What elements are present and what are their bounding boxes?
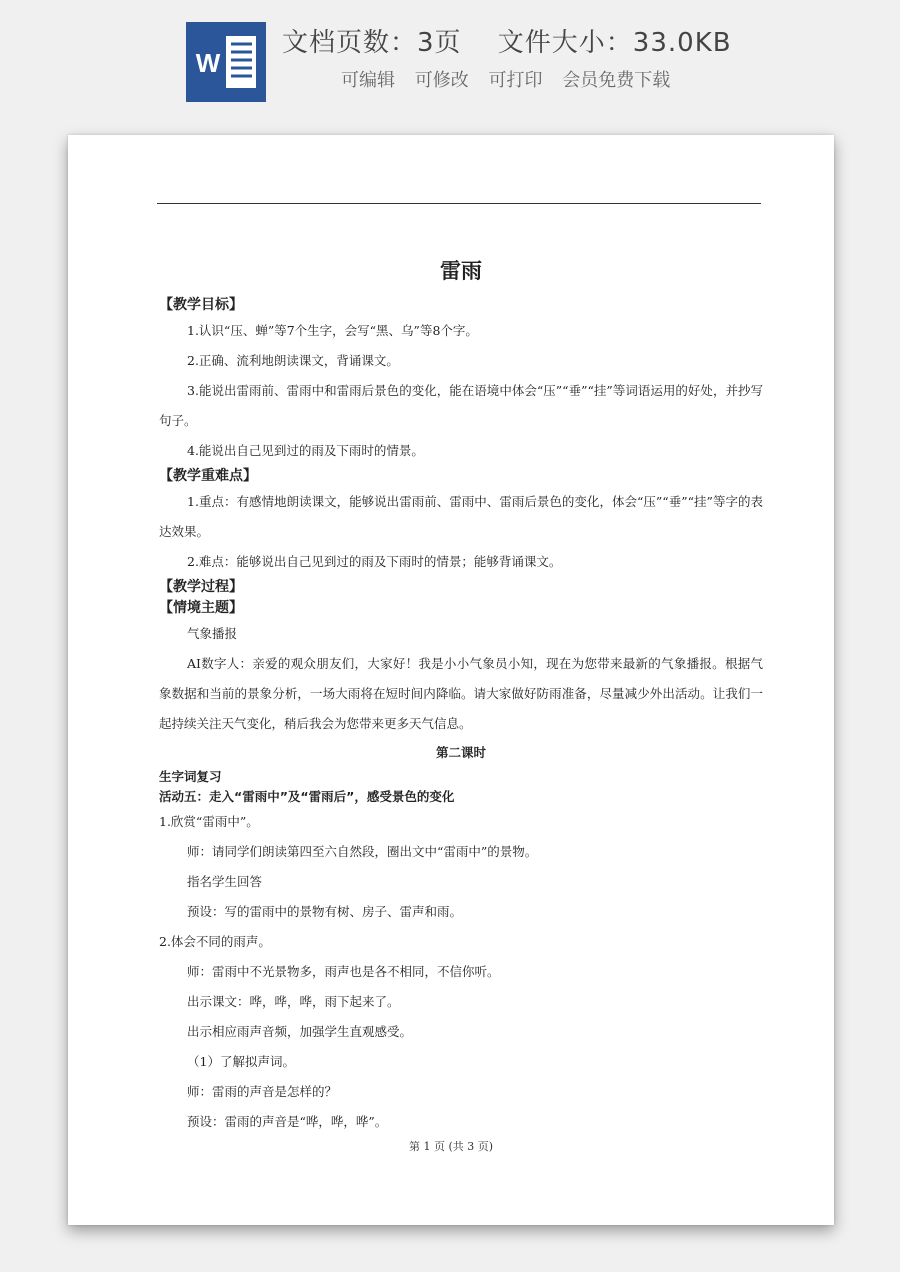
paragraph: 预设：写的雷雨中的景物有树、房子、雷声和雨。 xyxy=(187,904,463,919)
lesson-heading: 第二课时 xyxy=(435,745,486,760)
section-heading-key: 【教学重难点】 xyxy=(159,468,257,484)
download-header xyxy=(0,0,900,120)
document-page xyxy=(68,135,834,1225)
paragraph: 4.能说出自己见到过的雨及下雨时的情景。 xyxy=(187,443,424,458)
section-heading-theme: 【情境主题】 xyxy=(159,600,243,616)
feature-editable: 可编辑 xyxy=(341,70,395,91)
paragraph: 2.难点：能够说出自己见到过的雨及下雨时的情景；能够背诵课文。 xyxy=(187,554,562,569)
paragraph: 师：雷雨的声音是怎样的？ xyxy=(187,1084,338,1099)
paragraph: 1.认识“压、蝉”等7个生字，会写“黑、乌”等8个字。 xyxy=(187,323,478,338)
feature-list xyxy=(341,66,680,92)
list-item: 1.欣赏“雷雨中”。 xyxy=(159,814,259,829)
document-title: 雷雨 xyxy=(440,259,482,283)
paragraph: AI数字人：亲爱的观众朋友们，大家好！我是小小气象员小知，现在为您带来最新的气象播报。根据气象数据和当前的景象分析，一场大雨将在短时间内降临。请大家做好防雨准备，尽量减少外出活动。让我们一起持续关注天气变化，稍后我会为您带来更多天气信息。 xyxy=(159,656,763,731)
word-doc-icon xyxy=(186,22,266,102)
paragraph: 指名学生回答 xyxy=(187,874,263,889)
review-heading: 生字词复习 xyxy=(159,769,222,784)
paragraph: 预设：雷雨的声音是“哗，哗，哗”。 xyxy=(187,1114,388,1129)
header-rule xyxy=(157,203,761,204)
paragraph: 师：请同学们朗读第四至六自然段，圈出文中“雷雨中”的景物。 xyxy=(187,844,538,859)
paragraph: 3.能说出雷雨前、雷雨中和雷雨后景色的变化，能在语境中体会“压”“垂”“挂”等词语运用的好处，并抄写句子。 xyxy=(159,383,763,428)
section-heading-goals: 【教学目标】 xyxy=(159,297,243,313)
list-item: 2.体会不同的雨声。 xyxy=(159,934,271,949)
feature-free-download: 会员免费下载 xyxy=(562,70,671,91)
paragraph: 出示课文：哗，哗，哗，雨下起来了。 xyxy=(187,994,400,1009)
paragraph: 2.正确、流利地朗读课文，背诵课文。 xyxy=(187,353,399,368)
feature-printable: 可打印 xyxy=(488,70,543,91)
file-info-title: 文档页数：3页 文件大小：33.0KB xyxy=(282,28,732,58)
feature-modifiable: 可修改 xyxy=(414,70,469,91)
paragraph: 1.重点：有感情地朗读课文，能够说出雷雨前、雷雨中、雷雨后景色的变化，体会“压”“垂”“挂”等字的表达效果。 xyxy=(159,494,763,539)
paragraph: （1）了解拟声词。 xyxy=(187,1054,295,1069)
page-footer: 第 1 页 (共 3 页) xyxy=(408,1140,494,1153)
activity-heading: 活动五：走入“雷雨中”及“雷雨后”，感受景色的变化 xyxy=(159,789,455,804)
svg-text:W: W xyxy=(195,48,221,78)
paragraph: 气象播报 xyxy=(187,626,238,641)
paragraph: 师：雷雨中不光景物多，雨声也是各不相同，不信你听。 xyxy=(187,964,500,979)
paragraph: 出示相应雨声音频，加强学生直观感受。 xyxy=(187,1024,413,1039)
section-heading-process: 【教学过程】 xyxy=(159,579,243,595)
page-content xyxy=(159,255,763,1137)
